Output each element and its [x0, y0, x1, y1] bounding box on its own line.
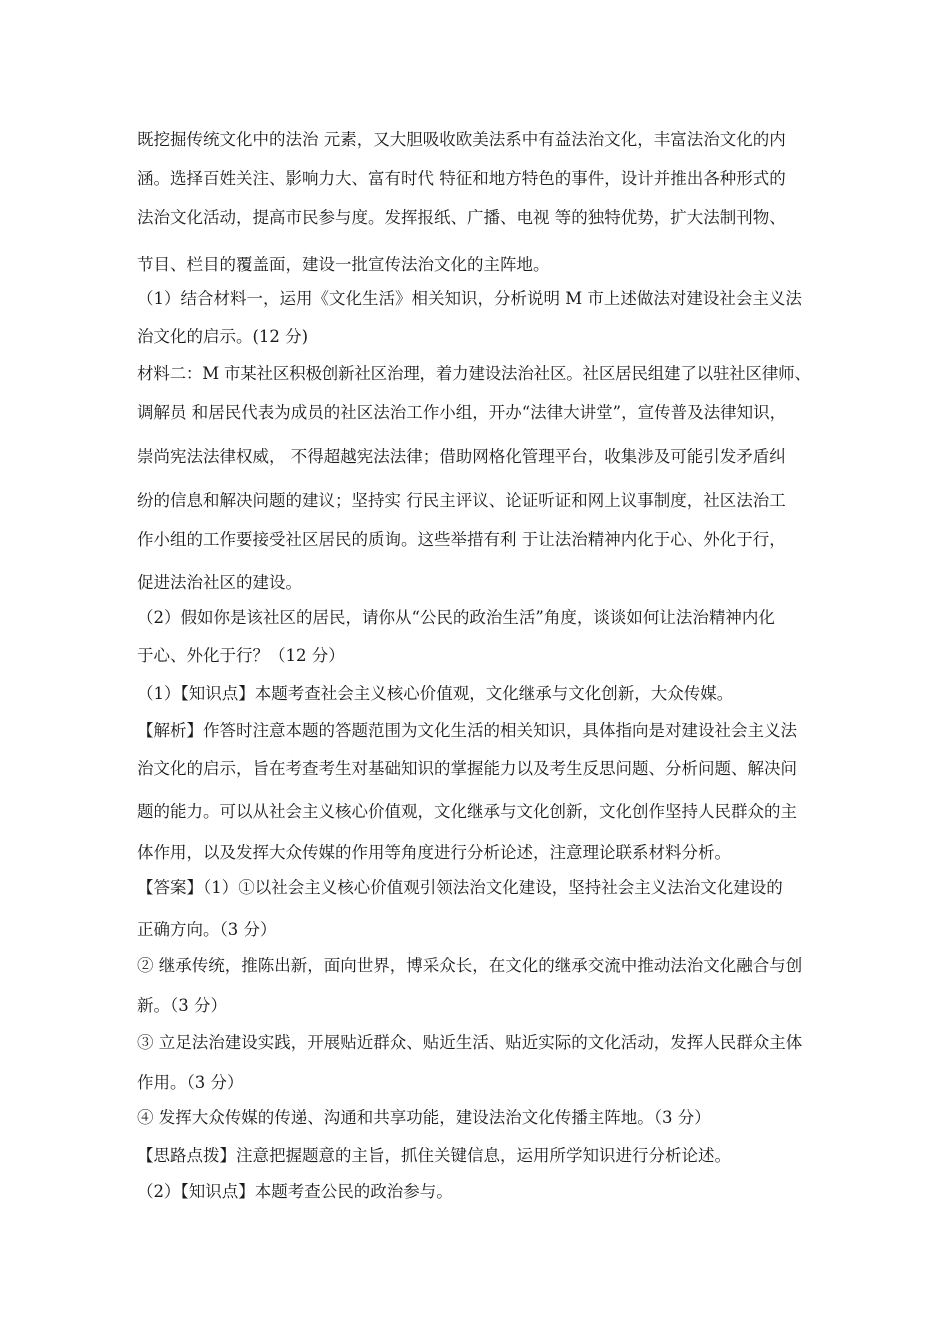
question-1-cont: 治文化的启示。(12 分): [137, 327, 309, 346]
text-line: 体作用，以及发挥大众传媒的作用等角度进行分析论述，注意理论联系材料分析。: [137, 843, 731, 862]
text-line: 纷的信息和解决问题的建议；坚持实 行民主评议、论证听证和网上议事制度，社区法治工: [137, 491, 786, 510]
text-line: 作小组的工作要接受社区居民的质询。这些举措有利 于让法治精神内化于心、外化于行，: [137, 530, 786, 549]
analysis: 【解析】作答时注意本题的答题范围为文化生活的相关知识，具体指向是对建设社会主义法: [137, 721, 797, 740]
text-line: 新。（3 分）: [137, 996, 227, 1015]
text-line: 崇尚宪法法律权威， 不得超越宪法法律；借助网格化管理平台，收集涉及可能引发矛盾纠: [137, 447, 786, 466]
question-1: （1）结合材料一，运用《文化生活》相关知识，分析说明 M 市上述做法对建设社会主义法: [137, 289, 802, 308]
text-line: 调解员 和居民代表为成员的社区法治工作小组，开办“法律大讲堂”，宣传普及法律知识，: [137, 403, 787, 422]
knowledge-point-1: （1）【知识点】本题考查社会主义核心价值观，文化继承与文化创新，大众传媒。: [137, 684, 734, 703]
answer-item-2: ② 继承传统，推陈出新，面向世界，博采众长，在文化的继承交流中推动法治文化融合与创: [137, 956, 803, 975]
text-line: 作用。（3 分）: [137, 1073, 244, 1092]
answer: 【答案】（1）①以社会主义核心价值观引领法治文化建设，坚持社会主义法治文化建设的: [137, 878, 783, 897]
hint: 【思路点拨】注意把握题意的主旨，抓住关键信息，运用所学知识进行分析论述。: [137, 1146, 731, 1165]
text-line: 题的能力。可以从社会主义核心价值观，文化继承与文化创新，文化创作坚持人民群众的主: [137, 802, 797, 821]
question-2: （2）假如你是该社区的居民，请你从“公民的政治生活”角度，谈谈如何让法治精神内化: [137, 608, 775, 627]
text-line: 既挖掘传统文化中的法治 元素，又大胆吸收欧美法系中有益法治文化，丰富法治文化的内: [137, 130, 786, 149]
text-line: 节目、栏目的覆盖面，建设一批宣传法治文化的主阵地。: [137, 255, 550, 274]
answer-item-3: ③ 立足法治建设实践，开展贴近群众、贴近生活、贴近实际的文化活动，发挥人民群众主体: [137, 1033, 803, 1052]
question-2-cont: 于心、外化于行？（12 分）: [137, 646, 345, 665]
material-2: 材料二：M 市某社区积极创新社区治理，着力建设法治社区。社区居民组建了以驻社区律师、: [137, 364, 811, 383]
answer-item-4: ④ 发挥大众传媒的传递、沟通和共享功能，建设法治文化传播主阵地。（3 分）: [137, 1108, 711, 1127]
text-line: 促进法治社区的建设。: [137, 573, 302, 592]
text-line: 正确方向。（3 分）: [137, 920, 277, 939]
text-line: 法治文化活动，提高市民参与度。发挥报纸、广播、电视 等的独特优势，扩大法制刊物、: [137, 208, 786, 227]
text-line: 治文化的启示，旨在考查考生对基础知识的掌握能力以及考生反思问题、分析问题、解决问: [137, 759, 797, 778]
text-line: 涵。选择百姓关注、影响力大、富有时代 特征和地方特色的事件，设计并推出各种形式的: [137, 169, 786, 188]
knowledge-point-2: （2）【知识点】本题考查公民的政治参与。: [137, 1182, 453, 1201]
